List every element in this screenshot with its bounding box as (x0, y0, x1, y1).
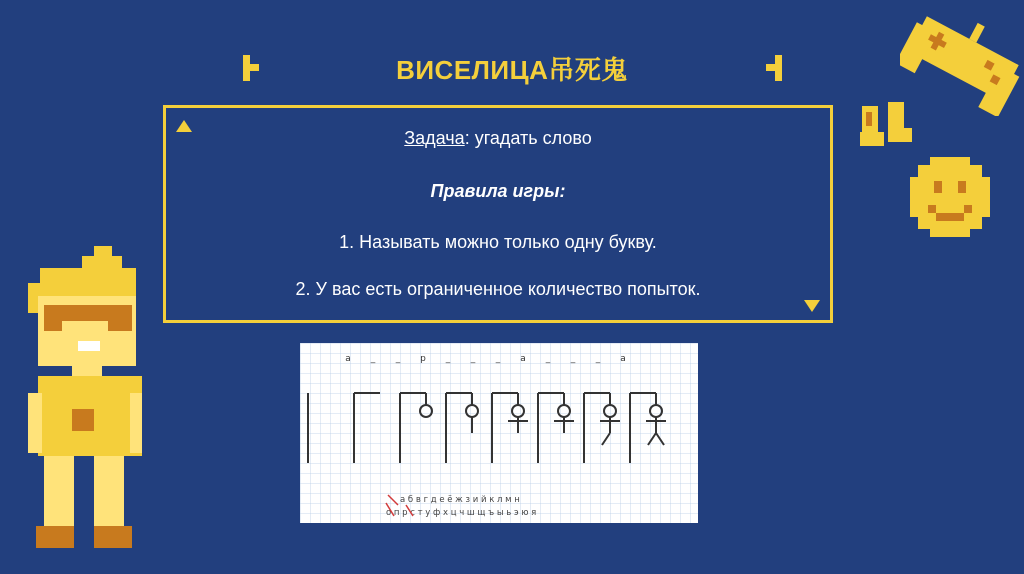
word-letter: _ (445, 354, 451, 364)
alphabet-row-1: а б в г д е ё ж з и й к л м н (400, 495, 520, 505)
rules-card (163, 105, 833, 323)
task-label: Задача (404, 128, 465, 148)
gamepad-icon (900, 6, 1024, 116)
right-corner-bracket-icon (762, 55, 782, 81)
word-letter: а (345, 354, 351, 364)
smiley-icon (908, 155, 992, 239)
word-letter: _ (545, 354, 551, 364)
task-text: : угадать слово (464, 128, 592, 148)
task-line (166, 128, 830, 149)
boots-icon (858, 100, 914, 150)
word-letter: р (420, 354, 426, 364)
word-letter: _ (495, 354, 501, 364)
rule-2: 2. У вас есть ограниченное количество попыток. (295, 279, 701, 299)
word-letter: _ (370, 354, 376, 364)
alphabet-row-2: о п р с т у ф х ц ч ш щ ъ ы ь э ю я (386, 508, 537, 518)
word-letter: _ (395, 354, 401, 364)
rule-1: 1. Называть можно только одну букву. (339, 232, 657, 252)
hangman-image (300, 343, 698, 523)
word-letter: а (620, 354, 626, 364)
pixel-character-icon (22, 243, 142, 553)
word-letter: _ (470, 354, 476, 364)
slide-title: ВИСЕЛИЦА吊死鬼 (396, 55, 628, 85)
triangle-down-icon (804, 300, 820, 312)
hangman-drawing (300, 343, 698, 523)
word-letter: а (520, 354, 526, 364)
word-letter: _ (595, 354, 601, 364)
rules-title: Правила игры: (430, 181, 566, 201)
word-letter: _ (570, 354, 576, 364)
